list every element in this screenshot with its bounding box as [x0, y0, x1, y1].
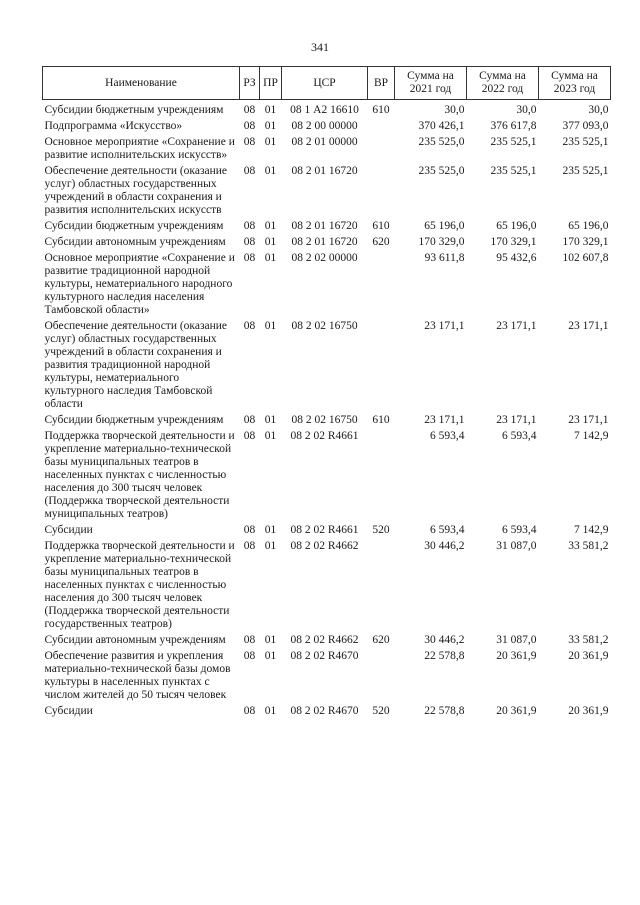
cell-csr: 08 2 01 16720	[291, 220, 358, 232]
cell-sum-2021: 30 446,2	[424, 540, 465, 552]
cell-vr	[368, 647, 395, 702]
cell-sum-2023: 33 581,2	[568, 634, 609, 646]
cell-name: Подпрограмма «Искусство»	[44, 120, 183, 132]
cell-sum-2023: 65 196,0	[568, 220, 609, 232]
cell-vr	[368, 249, 395, 317]
cell-sum-2023: 235 525,1	[562, 165, 609, 177]
cell-csr: 08 2 00 00000	[291, 120, 358, 132]
cell-name: Субсидии бюджетным учреждениям	[44, 220, 224, 232]
cell-sum-2023: 33 581,2	[568, 540, 609, 552]
cell-sum-2023: 102 607,8	[562, 252, 609, 264]
table-row	[43, 521, 611, 537]
cell-csr: 08 1 А2 16610	[290, 104, 359, 116]
table-row	[43, 631, 611, 647]
cell-sum-2022: 23 171,1	[496, 320, 537, 332]
cell-csr: 08 2 02 16750	[291, 414, 358, 426]
cell-rz: 08	[243, 236, 256, 248]
cell-sum-2022: 65 196,0	[496, 220, 537, 232]
cell-csr: 08 2 02 R4661	[290, 524, 359, 536]
cell-sum-2023: 20 361,9	[568, 705, 609, 717]
cell-rz: 08	[243, 136, 256, 148]
cell-rz: 08	[243, 705, 256, 717]
header-csr: ЦСР	[282, 67, 368, 100]
cell-sum-2021: 6 593,4	[430, 430, 465, 442]
cell-pr: 01	[264, 136, 277, 148]
cell-pr: 01	[264, 414, 277, 426]
cell-sum-2023: 30,0	[588, 104, 609, 116]
cell-sum-2022: 20 361,9	[496, 705, 537, 717]
cell-name: Обеспечение деятельности (оказание услуг) областных государственных учреждений в области сохранения и развития традиционной народной культуры, нематериального культурного наследия Тамбовской области	[44, 320, 228, 410]
budget-table	[42, 66, 611, 718]
cell-csr: 08 2 02 R4662	[290, 634, 359, 646]
header-sum-2021: Сумма на 2021 год	[395, 67, 467, 100]
table-body	[43, 100, 611, 719]
cell-csr: 08 2 02 16750	[291, 320, 358, 332]
cell-name: Основное мероприятие «Сохранение и развитие исполнительских искусств»	[44, 136, 235, 161]
cell-vr: 620	[372, 634, 390, 646]
cell-sum-2023: 7 142,9	[574, 524, 609, 536]
cell-pr: 01	[264, 430, 277, 442]
cell-pr: 01	[264, 236, 277, 248]
cell-name: Обеспечение деятельности (оказание услуг) областных государственных учреждений в области сохранения и развития исполнительских искусств	[44, 165, 228, 216]
header-rz: РЗ	[240, 67, 260, 100]
cell-csr: 08 2 02 R4661	[290, 430, 359, 442]
cell-sum-2021: 170 329,0	[418, 236, 465, 248]
table-row	[43, 411, 611, 427]
cell-pr: 01	[264, 120, 277, 132]
cell-sum-2022: 235 525,1	[490, 136, 537, 148]
table-row	[43, 100, 611, 118]
cell-sum-2021: 30,0	[444, 104, 465, 116]
cell-sum-2022: 170 329,1	[490, 236, 537, 248]
table-row	[43, 133, 611, 162]
cell-rz: 08	[243, 165, 256, 177]
cell-pr: 01	[264, 540, 277, 552]
cell-csr: 08 2 02 R4670	[290, 650, 359, 662]
header-pr: ПР	[260, 67, 282, 100]
cell-name: Обеспечение развития и укрепления материально-технической базы домов культуры в населенных пунктах с числом жителей до 50 тысяч человек	[44, 650, 231, 701]
cell-sum-2021: 370 426,1	[418, 120, 465, 132]
cell-name: Поддержка творческой деятельности и укрепление материально-технической базы муниципальных театров в населенных пунктах с численностью населения до 300 тысяч человек (Поддержка творческой деятельности государственных театров)	[44, 540, 235, 630]
cell-pr: 01	[264, 165, 277, 177]
cell-name: Субсидии	[44, 705, 93, 717]
cell-vr	[368, 427, 395, 521]
table-row	[43, 647, 611, 702]
cell-name: Поддержка творческой деятельности и укрепление материально-технической базы муниципальных театров в населенных пунктах с численностью населения до 300 тысяч человек (Поддержка творческой деятельности муниципальных театров)	[44, 430, 235, 520]
cell-name: Субсидии бюджетным учреждениям	[44, 104, 224, 116]
cell-sum-2022: 95 432,6	[496, 252, 537, 264]
cell-pr: 01	[264, 320, 277, 332]
cell-csr: 08 2 02 R4670	[290, 705, 359, 717]
cell-vr: 520	[372, 524, 390, 536]
cell-vr: 610	[372, 104, 390, 116]
cell-vr	[368, 537, 395, 631]
cell-name: Субсидии автономным учреждениям	[44, 634, 226, 646]
cell-rz: 08	[243, 104, 256, 116]
page-number: 341	[311, 40, 329, 54]
cell-sum-2022: 376 617,8	[490, 120, 537, 132]
cell-sum-2022: 20 361,9	[496, 650, 537, 662]
cell-sum-2023: 23 171,1	[568, 414, 609, 426]
cell-pr: 01	[264, 524, 277, 536]
cell-sum-2021: 22 578,8	[424, 705, 465, 717]
cell-rz: 08	[243, 634, 256, 646]
table-row	[43, 162, 611, 217]
cell-name: Основное мероприятие «Сохранение и развитие традиционной народной культуры, нематериального народного культурного наследия населения Тамбовской области»	[44, 252, 235, 316]
cell-name: Субсидии	[44, 524, 93, 536]
cell-sum-2021: 22 578,8	[424, 650, 465, 662]
cell-rz: 08	[243, 524, 256, 536]
cell-vr	[368, 317, 395, 411]
cell-rz: 08	[243, 414, 256, 426]
cell-csr: 08 2 01 00000	[291, 136, 358, 148]
cell-sum-2022: 6 593,4	[502, 524, 537, 536]
cell-sum-2023: 23 171,1	[568, 320, 609, 332]
cell-sum-2021: 93 611,8	[424, 252, 465, 264]
cell-pr: 01	[264, 634, 277, 646]
table-row	[43, 702, 611, 718]
table-row	[43, 117, 611, 133]
cell-sum-2022: 23 171,1	[496, 414, 537, 426]
cell-name: Субсидии автономным учреждениям	[44, 236, 226, 248]
cell-sum-2022: 31 087,0	[496, 540, 537, 552]
cell-vr: 620	[372, 236, 390, 248]
cell-pr: 01	[264, 104, 277, 116]
cell-rz: 08	[243, 220, 256, 232]
cell-csr: 08 2 02 R4662	[290, 540, 359, 552]
cell-rz: 08	[243, 650, 256, 662]
cell-pr: 01	[264, 705, 277, 717]
cell-vr	[368, 117, 395, 133]
cell-vr	[368, 133, 395, 162]
cell-rz: 08	[243, 252, 256, 264]
cell-sum-2023: 7 142,9	[574, 430, 609, 442]
cell-sum-2022: 30,0	[516, 104, 537, 116]
cell-sum-2021: 235 525,0	[418, 165, 465, 177]
cell-sum-2022: 31 087,0	[496, 634, 537, 646]
cell-sum-2023: 170 329,1	[562, 236, 609, 248]
cell-rz: 08	[243, 540, 256, 552]
table-row	[43, 233, 611, 249]
cell-pr: 01	[264, 252, 277, 264]
cell-pr: 01	[264, 220, 277, 232]
cell-vr	[368, 162, 395, 217]
cell-sum-2023: 20 361,9	[568, 650, 609, 662]
cell-name: Субсидии бюджетным учреждениям	[44, 414, 224, 426]
cell-pr: 01	[264, 650, 277, 662]
cell-sum-2021: 23 171,1	[424, 414, 465, 426]
cell-sum-2023: 235 525,1	[562, 136, 609, 148]
table-row	[43, 249, 611, 317]
cell-sum-2022: 6 593,4	[502, 430, 537, 442]
cell-rz: 08	[243, 320, 256, 332]
header-name: Наименование	[43, 67, 240, 100]
cell-csr: 08 2 01 16720	[291, 236, 358, 248]
header-sum-2023: Сумма на 2023 год	[539, 67, 611, 100]
header-sum-2022: Сумма на 2022 год	[467, 67, 539, 100]
cell-sum-2021: 6 593,4	[430, 524, 465, 536]
table-row	[43, 427, 611, 521]
cell-sum-2021: 235 525,0	[418, 136, 465, 148]
cell-vr: 610	[372, 414, 390, 426]
cell-sum-2023: 377 093,0	[562, 120, 609, 132]
cell-rz: 08	[243, 120, 256, 132]
table-header-row	[43, 67, 611, 100]
header-vr: ВР	[368, 67, 395, 100]
cell-csr: 08 2 02 00000	[291, 252, 358, 264]
cell-sum-2021: 23 171,1	[424, 320, 465, 332]
cell-sum-2022: 235 525,1	[490, 165, 537, 177]
table-row	[43, 317, 611, 411]
cell-csr: 08 2 01 16720	[291, 165, 358, 177]
table-row	[43, 217, 611, 233]
cell-sum-2021: 30 446,2	[424, 634, 465, 646]
cell-rz: 08	[243, 430, 256, 442]
cell-vr: 610	[372, 220, 390, 232]
table-row	[43, 537, 611, 631]
cell-vr: 520	[372, 705, 390, 717]
cell-sum-2021: 65 196,0	[424, 220, 465, 232]
